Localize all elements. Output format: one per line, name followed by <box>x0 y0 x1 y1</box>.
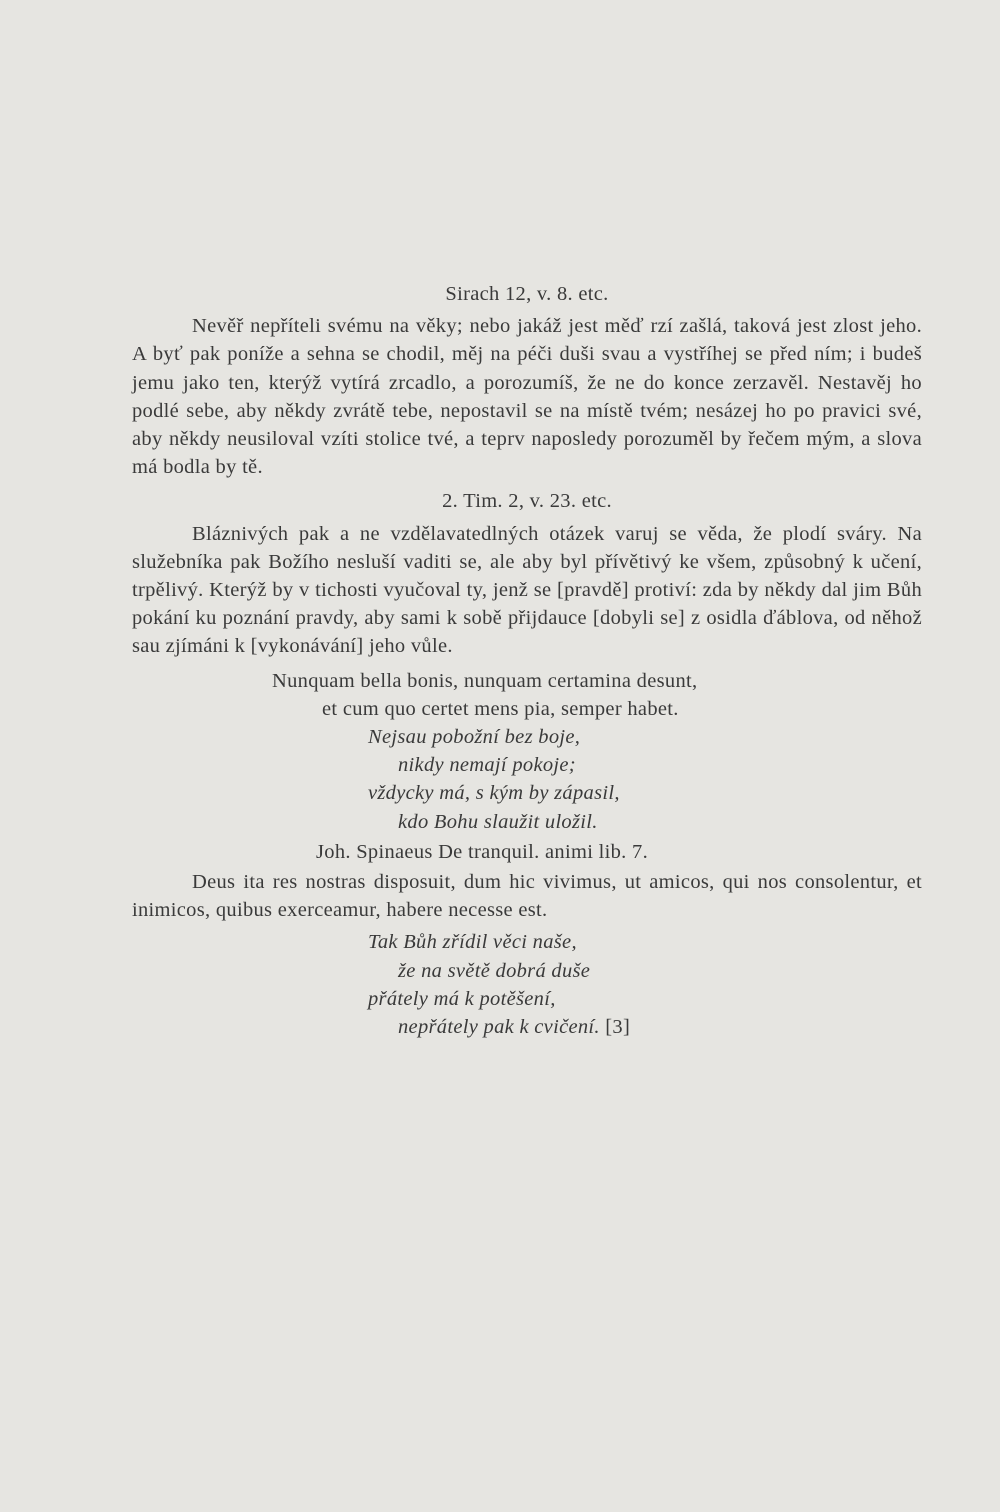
czech-verse-line: kdo Bohu slaužit uložil. <box>398 810 598 833</box>
czech-verse-line: přátely má k potěšení, <box>368 987 556 1010</box>
section-heading-timothy: 2. Tim. 2, v. 23. etc. <box>442 490 612 513</box>
czech-verse-line: Tak Bůh zřídil věci naše, <box>368 931 577 954</box>
czech-verse-line: Nejsau pobožní bez boje, <box>368 726 581 749</box>
czech-verse-line: vždycky má, s kým by zápasil, <box>368 782 620 805</box>
czech-verse-1 <box>132 723 922 836</box>
czech-verse-line: nikdy nemají pokoje; <box>398 754 576 777</box>
czech-verse-2 <box>132 928 922 1041</box>
paragraph-sirach: Nevěř nepříteli svému na věky; nebo jakáž jest měď rzí zašlá, taková jest zlost jeho. A byť pak poníže a sehna se chodil, měj na péči duši svau a vystříhej se před ním; i budeš jemu jako ten, kterýž vytírá zrcadlo, a porozumíš, že ne do konce zerzavěl. Nestavěj ho podlé sebe, aby někdy zvrátě tebe, nepostavil se na místě tvém; nesázej ho po pravici své, aby někdy neusiloval vzíti stolice tvé, a teprv naposledy porozuměl by řečem mým, a slova má bodla by tě. <box>132 315 922 479</box>
footnote-reference: [3] <box>605 1016 631 1039</box>
latin-verse-line: et cum quo certet mens pia, semper habet. <box>322 697 679 720</box>
czech-verse-line: že na světě dobrá duše <box>398 959 591 982</box>
latin-verse-line: Nunquam bella bonis, nunquam certamina desunt, <box>272 669 698 692</box>
attribution: Joh. Spinaeus De tranquil. animi lib. 7. <box>316 840 648 863</box>
latin-verse <box>132 667 922 723</box>
czech-verse-line-text: nepřátely pak k cvičení. <box>398 1016 600 1039</box>
czech-verse-line-last <box>398 1013 922 1041</box>
paragraph-latin: Deus ita res nostras disposuit, dum hic vivimus, ut amicos, qui nos consolentur, et inimicos, quibus exerceamur, habere necesse est. <box>132 871 922 922</box>
text-block <box>132 280 922 1041</box>
paragraph-timothy: Bláznivých pak a ne vzdělavatedlných otázek varuj se věda, že plodí sváry. Na služebníka pak Božího nesluší vaditi se, ale aby byl přívětivý ke všem, způsobný k učení, trpělivý. Kterýž by v tichosti vyučoval ty, jenž se [pravdě] protiví: zda by někdy dal jim Bůh pokání ku poznání pravdy, aby sami k sobě přijdauce [dobyli se] z osidla ďáblova, od něhož sau zjímáni k [vykonávání] jeho vůle. <box>132 522 922 658</box>
section-heading-sirach: Sirach 12, v. 8. etc. <box>445 283 609 305</box>
